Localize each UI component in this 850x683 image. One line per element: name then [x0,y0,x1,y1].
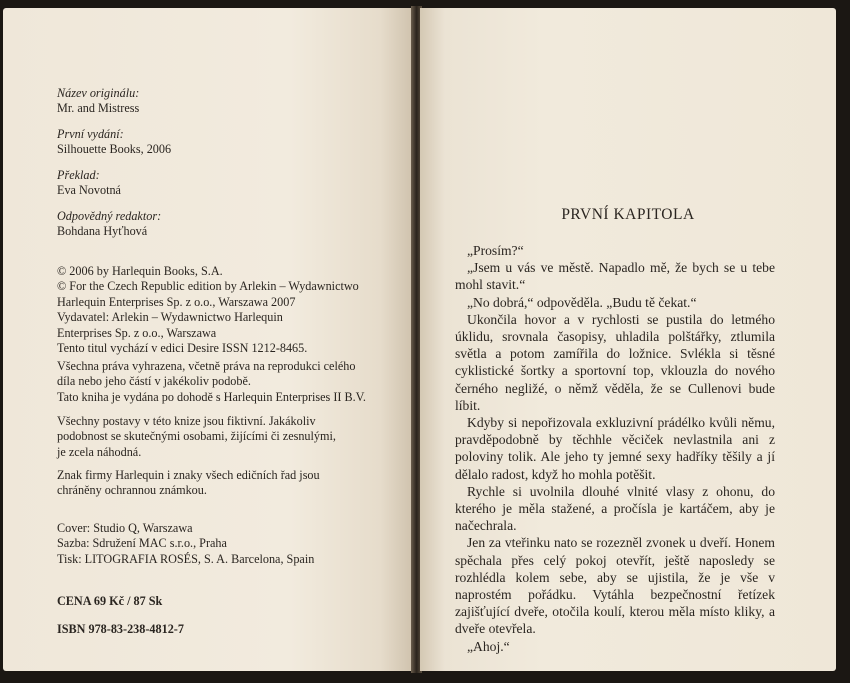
chapter-title: PRVNÍ KAPITOLA [561,206,695,223]
fiction-line: podobnost se skutečnými osobami, žijícími či zesnulými, [57,429,336,444]
paragraph: Rychle si uvolnila dlouhé vlnité vlasy z ohonu, do kterého je měla stažené, a pročísla je kartáčem, aby je načechrala. [455,483,775,534]
rights-block [57,359,402,405]
price-block [57,594,402,609]
production-line: Cover: Studio Q, Warszawa [57,521,193,535]
trademark-line: chráněny ochrannou známkou. [57,483,207,498]
isbn: ISBN 978-83-238-4812-7 [57,622,184,636]
paragraph: Ukončila hovor a v rychlosti se pustila do letmého úklidu, srovnala časopisy, uhladila polštářky, ztlumila světla a potom zamířila do ložnice. Svlékla si těsné cyklistické šortky a sportovní top, vklouzla do nového černého negližé, o němž věděla, že se Cullenovi bude líbit. [455,311,775,413]
original-title-label: Název originálu: [57,86,140,100]
paragraph: „No dobrá,“ odpověděla. „Budu tě čekat.“ [467,294,697,310]
paragraph: „Ahoj.“ [467,638,510,654]
copyright-line: Harlequin Enterprises Sp. z o.o., Warszawa 2007 [57,294,296,309]
trademark-line: Znak firmy Harlequin i znaky všech edičních řad jsou [57,468,320,482]
production-line: Sazba: Sdružení MAC s.r.o., Praha [57,536,227,551]
copyright-line: © 2006 by Harlequin Books, S.A. [57,264,223,278]
paragraph: „Jsem u vás ve městě. Napadlo mě, že bych se u tebe mohl stavit.“ [455,260,775,293]
editor-label: Odpovědný redaktor: [57,209,162,223]
fiction-line: Všechny postavy v této knize jsou fiktivní. Jakákoliv [57,414,316,428]
trademark-block [57,468,402,499]
copyright-line: © For the Czech Republic edition by Arlekin – Wydawnictwo [57,279,359,294]
editor-block [57,209,402,240]
fiction-line: je zcela náhodná. [57,444,142,459]
copyright-block [57,264,402,356]
paragraph: „Prosím?“ [467,243,524,258]
translation-label: Překlad: [57,168,100,182]
paragraph: Kdyby si nepořizovala exkluzivní prádélko kvůli němu, pravděpodobně by těchhle věciček nevlastnila ani z poloviny tolik. Ale jeho ty jemné sexy hadříky těšily a jí dělalo radost, když ho mohla potěšit. [455,415,775,482]
first-edition-label: První vydání: [57,127,124,141]
rights-line: Všechna práva vyhrazena, včetně práva na reprodukci celého [57,359,356,373]
rights-line: Tato kniha je vydána po dohodě s Harlequin Enterprises II B.V. [57,389,366,404]
price: CENA 69 Kč / 87 Sk [57,594,163,608]
chapter-body [455,242,775,655]
copyright-line: Tento titul vychází v edici Desire ISSN 1212-8465. [57,341,308,356]
first-edition-block [57,127,402,158]
translation-block [57,168,402,199]
production-block [57,521,402,567]
original-title-value: Mr. and Mistress [57,101,140,116]
translation-value: Eva Novotná [57,183,121,198]
editor-value: Bohdana Hyťhová [57,224,148,239]
first-edition-value: Silhouette Books, 2006 [57,142,172,157]
copyright-line: Enterprises Sp. z o.o., Warszawa [57,325,217,340]
isbn-block [57,622,402,637]
rights-line: díla nebo jeho částí v jakékoliv podobě. [57,374,251,389]
fiction-disclaimer-block [57,414,402,460]
original-title-block [57,86,402,117]
paragraph: Jen za vteřinku nato se rozezněl zvonek u dveří. Honem spěchala přes celý pokoj otevřít, ještě naposledy se rozhlédla kolem sebe, aby se ujistila, že je vše v naprostém pořádku. Vytáhla bezpečnostní řetízek zajišťující dveře, otočila koulí, kterou měla místo kliky, a dveře otevřela. [455,535,775,637]
production-line: Tisk: LITOGRAFIA ROSÉS, S. A. Barcelona, Spain [57,551,315,566]
copyright-line: Vydavatel: Arlekin – Wydawnictwo Harlequin [57,310,283,325]
